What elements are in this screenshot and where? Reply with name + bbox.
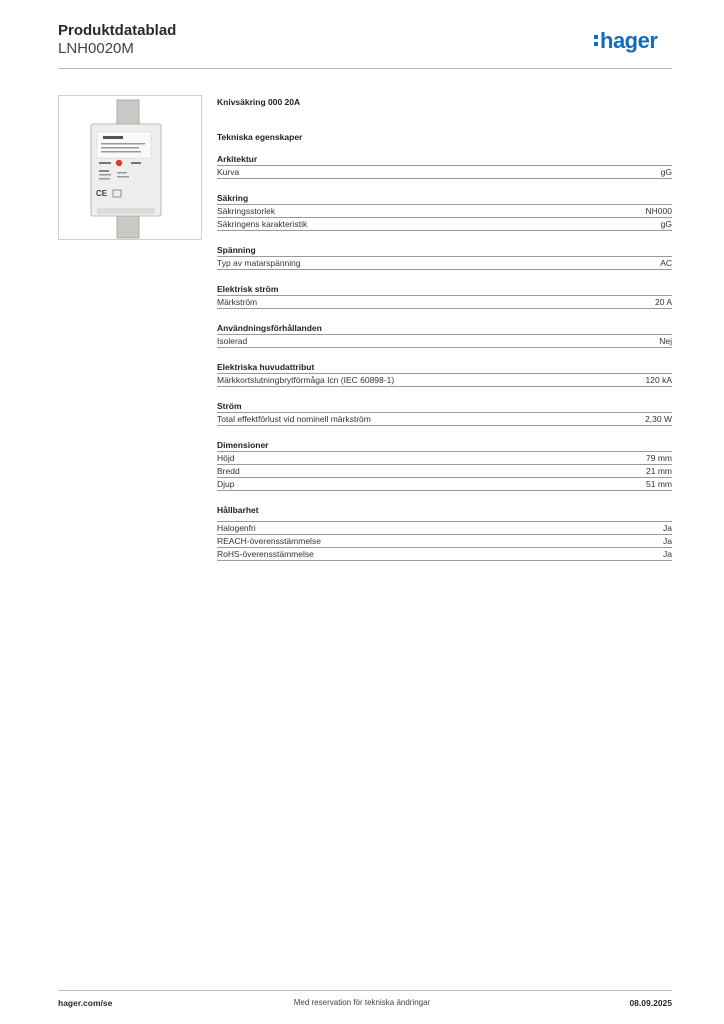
property-value: 79 mm — [646, 453, 672, 463]
property-row — [217, 204, 672, 217]
section-title: Tekniska egenskaper — [217, 132, 303, 142]
property-value: NH000 — [645, 206, 672, 216]
property-group — [217, 362, 672, 387]
property-value: Ja — [663, 523, 672, 533]
property-row — [217, 165, 672, 179]
footer-website[interactable]: hager.com/se — [58, 998, 113, 1008]
footer-disclaimer: Med reservation för tekniska ändringar — [293, 998, 431, 1007]
group-title: Hållbarhet — [217, 505, 259, 515]
property-label: Isolerad — [217, 336, 248, 346]
group-title: Elektrisk ström — [217, 284, 279, 294]
property-value: Ja — [663, 536, 672, 546]
property-label: REACH-överensstämmelse — [217, 536, 321, 546]
property-row — [217, 217, 672, 231]
hager-logo[interactable] — [594, 28, 657, 54]
property-value: gG — [660, 219, 672, 229]
property-label: Typ av matarspänning — [217, 258, 301, 268]
fuse-icon — [59, 96, 201, 239]
property-label: Märkström — [217, 297, 258, 307]
property-value: 51 mm — [646, 479, 672, 489]
footer-date: 08.09.2025 — [629, 998, 672, 1008]
property-row — [217, 412, 672, 426]
property-group — [217, 193, 672, 231]
property-row — [217, 373, 672, 387]
property-row — [217, 295, 672, 309]
property-label: Kurva — [217, 167, 240, 177]
property-value: 2,30 W — [645, 414, 672, 424]
property-row — [217, 464, 672, 477]
property-label: Märkkortslutningbrytförmåga Icn (IEC 60898-1) — [217, 375, 395, 385]
property-label: RoHS-överensstämmelse — [217, 549, 314, 559]
property-group — [217, 154, 672, 179]
property-row — [217, 334, 672, 348]
property-row — [217, 534, 672, 547]
property-value: 21 mm — [646, 466, 672, 476]
property-label: Djup — [217, 479, 235, 489]
property-value: 120 kA — [645, 375, 672, 385]
property-label: Säkringens karakteristik — [217, 219, 308, 229]
property-value: gG — [660, 167, 672, 177]
property-value: Nej — [659, 336, 672, 346]
logo-text: hager — [600, 28, 658, 53]
property-row — [217, 547, 672, 561]
group-title: Användningsförhållanden — [217, 323, 322, 333]
logo-dots-icon — [594, 35, 598, 49]
product-name: Knivsäkring 000 20A — [217, 97, 301, 107]
property-group — [217, 401, 672, 426]
property-row — [217, 477, 672, 491]
product-code: LNH0020M — [58, 40, 134, 57]
product-image — [58, 95, 202, 240]
property-group — [217, 323, 672, 348]
property-group — [217, 284, 672, 309]
properties-section — [217, 95, 672, 561]
page-title: Produktdatablad — [58, 22, 177, 39]
property-value: Ja — [663, 549, 672, 559]
svg-text:CE: CE — [96, 189, 108, 198]
property-label: Halogenfri — [217, 523, 256, 533]
property-group — [217, 505, 672, 561]
property-value: 20 A — [654, 297, 672, 307]
property-row — [217, 521, 672, 534]
property-label: Total effektförlust vid nominell märkström — [217, 414, 371, 424]
property-value: AC — [660, 258, 672, 268]
group-title: Ström — [217, 401, 242, 411]
header-divider — [58, 68, 672, 69]
property-row — [217, 256, 672, 270]
property-label: Bredd — [217, 466, 240, 476]
group-title: Säkring — [217, 193, 249, 203]
property-label: Höjd — [217, 453, 235, 463]
group-title: Arkitektur — [217, 154, 258, 164]
property-label: Säkringsstorlek — [217, 206, 276, 216]
property-groups — [217, 154, 672, 561]
property-row — [217, 451, 672, 464]
group-title: Elektriska huvudattribut — [217, 362, 315, 372]
group-title: Dimensioner — [217, 440, 269, 450]
property-group — [217, 245, 672, 270]
group-title: Spänning — [217, 245, 256, 255]
footer-divider — [58, 990, 672, 991]
property-group — [217, 440, 672, 491]
